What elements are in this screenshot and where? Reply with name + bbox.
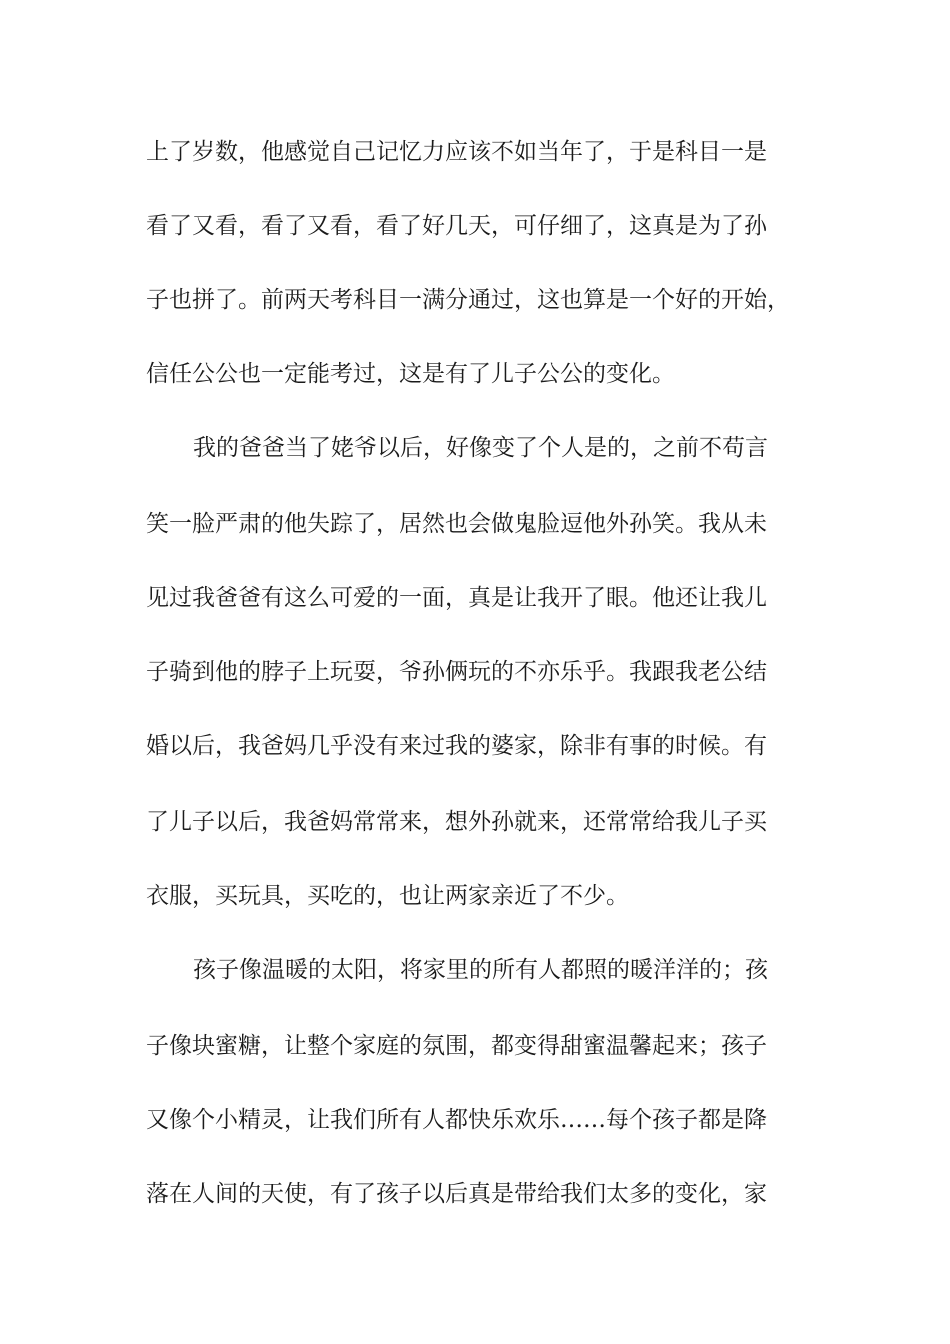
text-line: 了儿子以后，我爸妈常常来，想外孙就来，还常常给我儿子买	[146, 809, 767, 835]
text-line: 子也拼了。前两天考科目一满分通过，这也算是一个好的开始，	[146, 287, 790, 313]
text-line: 衣服，买玩具，买吃的，也让两家亲近了不少。	[146, 883, 629, 909]
paragraph-first-line: 我的爸爸当了姥爷以后，好像变了个人是的，之前不苟言	[193, 435, 768, 461]
text-line: 笑一脸严肃的他失踪了，居然也会做鬼脸逗他外孙笑。我从未	[146, 511, 767, 537]
text-line: 见过我爸爸有这么可爱的一面，真是让我开了眼。他还让我儿	[146, 585, 767, 611]
text-line: 子像块蜜糖，让整个家庭的氛围，都变得甜蜜温馨起来；孩子	[146, 1033, 767, 1059]
text-line: 信任公公也一定能考过，这是有了儿子公公的变化。	[146, 361, 675, 387]
paragraph-first-line: 孩子像温暖的太阳，将家里的所有人都照的暖洋洋的；孩	[193, 957, 768, 983]
text-line: 婚以后，我爸妈几乎没有来过我的婆家，除非有事的时候。有	[146, 733, 767, 759]
text-line: 又像个小精灵，让我们所有人都快乐欢乐……每个孩子都是降	[146, 1107, 767, 1133]
text-line: 看了又看，看了又看，看了好几天，可仔细了，这真是为了孙	[146, 213, 767, 239]
text-line: 子骑到他的脖子上玩耍，爷孙俩玩的不亦乐乎。我跟我老公结	[146, 659, 767, 685]
text-line: 落在人间的天使，有了孩子以后真是带给我们太多的变化，家	[146, 1181, 767, 1207]
text-line: 上了岁数，他感觉自己记忆力应该不如当年了，于是科目一是	[146, 139, 767, 165]
